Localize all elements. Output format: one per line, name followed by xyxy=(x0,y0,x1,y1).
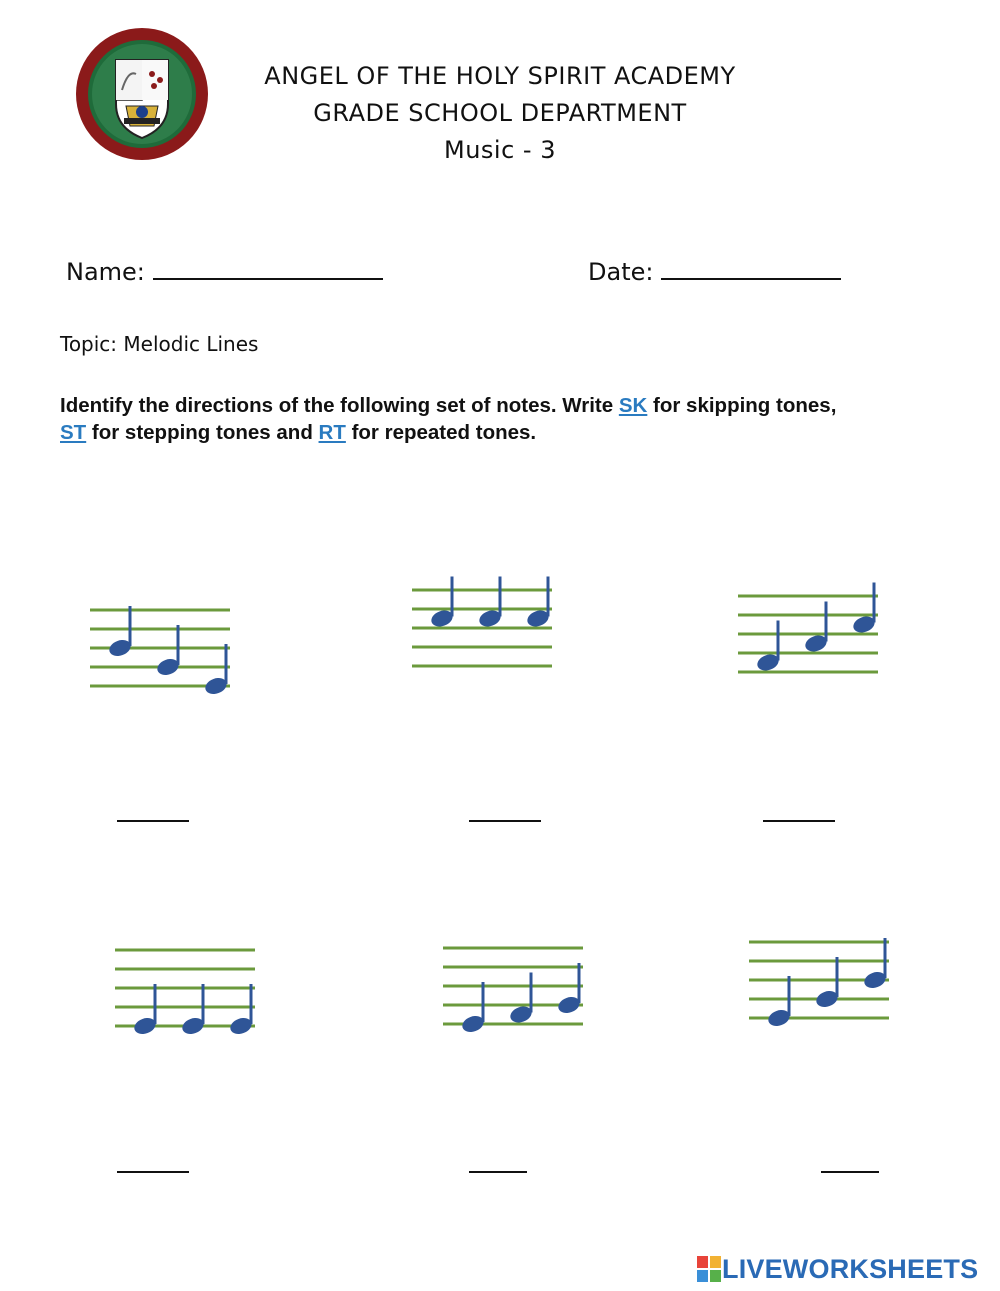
music-note xyxy=(851,583,877,636)
instructions-text: for stepping tones and xyxy=(86,421,319,444)
exercise-staff xyxy=(738,576,918,716)
music-note xyxy=(107,606,133,659)
department-name: GRADE SCHOOL DEPARTMENT xyxy=(313,99,687,127)
answer-blank[interactable] xyxy=(469,820,541,822)
name-input-line[interactable] xyxy=(153,274,383,280)
liveworksheets-brand xyxy=(696,1254,978,1284)
music-note xyxy=(155,625,181,678)
answer-blank[interactable] xyxy=(117,1171,189,1173)
date-input-line[interactable] xyxy=(661,274,841,280)
answer-blank[interactable] xyxy=(469,1171,527,1173)
music-note xyxy=(755,621,781,674)
name-label: Name: xyxy=(66,258,145,286)
liveworksheets-icon xyxy=(696,1255,722,1283)
answer-blank[interactable] xyxy=(117,820,189,822)
date-field xyxy=(588,258,841,286)
instructions-text: for skipping tones, xyxy=(647,394,837,417)
music-note xyxy=(803,602,829,655)
instructions xyxy=(60,392,960,446)
st-code: ST xyxy=(60,421,87,444)
sk-code: SK xyxy=(618,394,648,417)
name-field xyxy=(66,258,383,286)
music-note xyxy=(203,644,229,697)
subject-title: Music - 3 xyxy=(444,136,556,164)
exercise-staff xyxy=(115,930,295,1070)
music-note xyxy=(556,963,582,1016)
music-note xyxy=(508,973,534,1026)
brand-name: LIVEWORKSHEETS xyxy=(722,1253,979,1284)
music-note xyxy=(525,577,551,630)
music-note xyxy=(766,976,792,1029)
exercise-staff xyxy=(412,570,592,710)
music-note xyxy=(460,982,486,1035)
topic-line: Topic: Melodic Lines xyxy=(60,332,259,356)
music-note xyxy=(862,938,888,991)
instructions-text: for repeated tones. xyxy=(345,421,537,444)
exercise-staff xyxy=(443,928,623,1068)
music-note xyxy=(477,577,503,630)
exercise-staff xyxy=(749,922,929,1062)
school-name: ANGEL OF THE HOLY SPIRIT ACADEMY xyxy=(264,62,736,90)
answer-blank[interactable] xyxy=(821,1171,879,1173)
answer-blank[interactable] xyxy=(763,820,835,822)
music-note xyxy=(132,984,158,1037)
instructions-text: Identify the directions of the following set of notes. Write xyxy=(60,394,619,417)
music-note xyxy=(429,577,455,630)
music-note xyxy=(814,957,840,1010)
exercise-staff xyxy=(90,590,270,730)
music-note xyxy=(228,984,254,1037)
date-label: Date: xyxy=(588,258,654,286)
music-note xyxy=(180,984,206,1037)
rt-code: RT xyxy=(318,421,346,444)
